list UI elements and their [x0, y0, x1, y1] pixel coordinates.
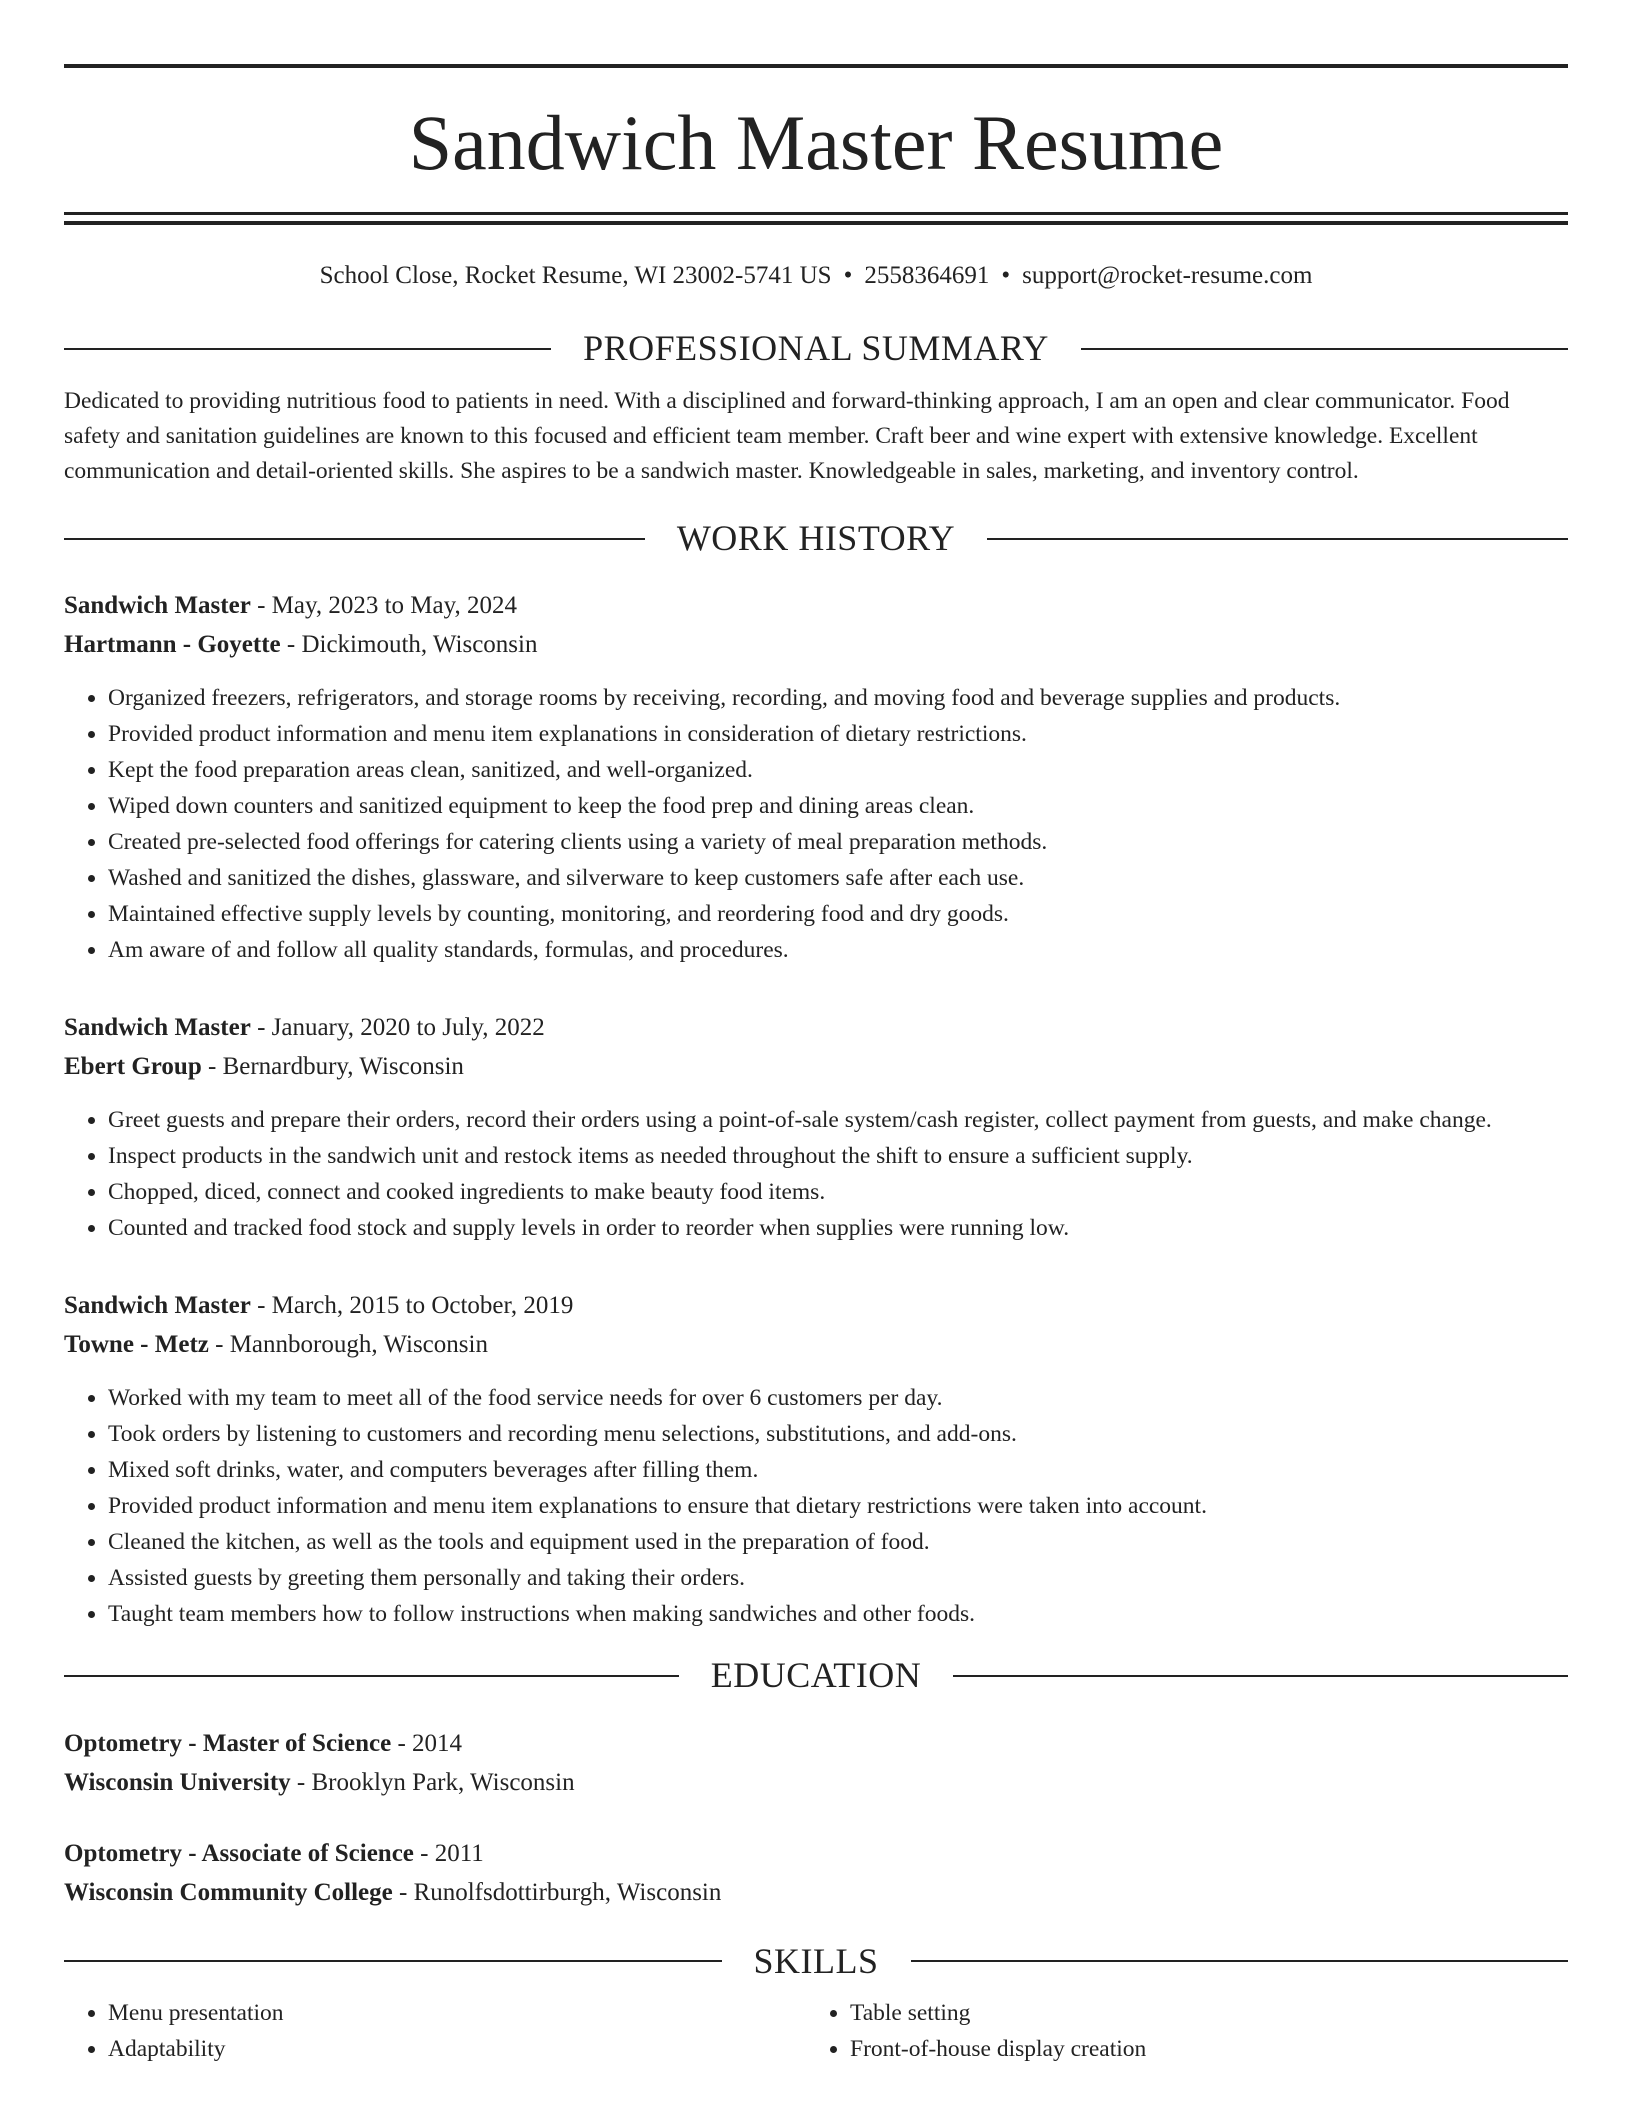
- summary-text: Dedicated to providing nutritious food to patients in need. With a disciplined and forward-thinking approach, I am an open and clear communicator. Food safety and sanitation guidelines are known to this focused and efficient team member. Craft beer and wine expert with extensive knowledge. Excellent communication and detail-oriented skills. She aspires to be a sandwich master. Knowledgeable in sales, marketing, and inventory control.: [64, 388, 1510, 485]
- section-title: EDUCATION: [710, 1655, 922, 1696]
- list-item: • Washed and sanitized the dishes, glassware, and silverware to keep customers safe after each use.: [108, 860, 1568, 896]
- list-item: • Inspect products in the sandwich unit and restock items as needed throughout the shift to ensure a sufficient supply.: [108, 1138, 1568, 1174]
- skills-list-left: [64, 1995, 806, 2067]
- contact-address: School Close, Rocket Resume, WI 23002-5741 US: [319, 262, 832, 289]
- list-item: • Table setting: [850, 1995, 1548, 2031]
- job-title-line: [64, 1286, 1568, 1325]
- job-company-line: [64, 1047, 1568, 1086]
- job-dates: January, 2020 to July, 2022: [271, 1014, 545, 1042]
- heading-rule: [911, 1960, 1569, 1962]
- dash: -: [250, 1292, 272, 1320]
- list-item: • Provided product information and menu item explanations in consideration of dietary restrictions.: [108, 716, 1568, 752]
- dash: -: [290, 1768, 312, 1796]
- job-dates: March, 2015 to October, 2019: [271, 1292, 574, 1320]
- list-item: • Provided product information and menu item explanations to ensure that dietary restrictions were taken into account.: [108, 1488, 1568, 1524]
- contact-separator: •: [1001, 262, 1011, 289]
- skills-columns: [64, 1995, 1568, 2067]
- dash: -: [250, 1014, 272, 1042]
- list-item: • Organized freezers, refrigerators, and storage rooms by receiving, recording, and moving food and beverage supplies and products.: [108, 680, 1568, 716]
- heading-rule: [64, 538, 645, 540]
- job-duties-list: [64, 1102, 1568, 1246]
- list-item: • Wiped down counters and sanitized equipment to keep the food prep and dining areas clean.: [108, 788, 1568, 824]
- title-double-rule: [64, 212, 1568, 225]
- contact-separator: •: [843, 262, 853, 289]
- list-item: • Worked with my team to meet all of the food service needs for over 6 customers per day.: [108, 1380, 1568, 1416]
- list-item: • Created pre-selected food offerings for catering clients using a variety of meal preparation methods.: [108, 824, 1568, 860]
- education-school-line: [64, 1873, 1568, 1912]
- resume-page: [64, 64, 1568, 2067]
- list-item: • Menu presentation: [108, 1995, 806, 2031]
- dash: -: [208, 1331, 230, 1359]
- job-title: Sandwich Master: [64, 1292, 251, 1320]
- job-dates: May, 2023 to May, 2024: [271, 592, 517, 620]
- heading-rule: [1081, 348, 1568, 350]
- education-degree: Optometry - Master of Science: [64, 1729, 392, 1757]
- education-degree-line: [64, 1724, 1568, 1763]
- dash: -: [391, 1729, 413, 1757]
- resume-title: Sandwich Master Resume: [408, 99, 1224, 186]
- dash: -: [250, 592, 272, 620]
- section-heading-education: [64, 1654, 1568, 1697]
- heading-rule: [64, 1960, 722, 1962]
- job-company: Towne - Metz: [64, 1331, 209, 1359]
- dash: -: [413, 1839, 435, 1867]
- job-duties-list: [64, 680, 1568, 968]
- education-school: Wisconsin University: [64, 1768, 291, 1796]
- job-title: Sandwich Master: [64, 592, 251, 620]
- dash: -: [280, 631, 302, 659]
- job-entry: [64, 1008, 1568, 1246]
- job-entry: [64, 1286, 1568, 1632]
- dash: -: [392, 1878, 414, 1906]
- education-year: 2014: [412, 1729, 463, 1757]
- heading-rule: [987, 538, 1568, 540]
- education-location: Runolfsdottirburgh, Wisconsin: [413, 1878, 722, 1906]
- list-item: • Mixed soft drinks, water, and computers beverages after filling them.: [108, 1452, 1568, 1488]
- list-item: • Greet guests and prepare their orders, record their orders using a point-of-sale system/cash register, collect payment from guests, and make change.: [108, 1102, 1568, 1138]
- section-heading-work: [64, 517, 1568, 560]
- job-company: Hartmann - Goyette: [64, 631, 281, 659]
- contact-line: [64, 261, 1568, 291]
- job-company: Ebert Group: [64, 1053, 202, 1081]
- education-entry: [64, 1724, 1568, 1802]
- job-title-line: [64, 1008, 1568, 1047]
- job-title-line: [64, 586, 1568, 625]
- list-item: • Chopped, diced, connect and cooked ingredients to make beauty food items.: [108, 1174, 1568, 1210]
- job-company-line: [64, 1325, 1568, 1364]
- job-location: Bernardbury, Wisconsin: [222, 1053, 464, 1081]
- skills-list-right: [806, 1995, 1548, 2067]
- contact-email: support@rocket-resume.com: [1022, 262, 1313, 289]
- section-title: WORK HISTORY: [676, 518, 956, 559]
- top-rule: [64, 64, 1568, 68]
- job-location: Dickimouth, Wisconsin: [301, 631, 538, 659]
- section-title: SKILLS: [753, 1940, 879, 1981]
- list-item: • Taught team members how to follow instructions when making sandwiches and other foods.: [108, 1596, 1568, 1632]
- education-degree-line: [64, 1834, 1568, 1873]
- heading-rule: [64, 1675, 679, 1677]
- job-entry: [64, 586, 1568, 968]
- education-school-line: [64, 1763, 1568, 1802]
- section-heading-skills: [64, 1940, 1568, 1983]
- section-title: PROFESSIONAL SUMMARY: [583, 328, 1049, 368]
- dash: -: [201, 1053, 223, 1081]
- list-item: • Assisted guests by greeting them personally and taking their orders.: [108, 1560, 1568, 1596]
- education-degree: Optometry - Associate of Science: [64, 1839, 414, 1867]
- list-item: • Took orders by listening to customers and recording menu selections, substitutions, and add-ons.: [108, 1416, 1568, 1452]
- list-item: • Kept the food preparation areas clean, sanitized, and well-organized.: [108, 752, 1568, 788]
- list-item: • Maintained effective supply levels by counting, monitoring, and reordering food and dry goods.: [108, 896, 1568, 932]
- list-item: • Adaptability: [108, 2031, 806, 2067]
- education-year: 2011: [434, 1839, 484, 1867]
- section-heading-summary: [64, 327, 1568, 370]
- heading-rule: [64, 348, 551, 350]
- job-duties-list: [64, 1380, 1568, 1632]
- job-company-line: [64, 625, 1568, 664]
- list-item: • Cleaned the kitchen, as well as the tools and equipment used in the preparation of food.: [108, 1524, 1568, 1560]
- list-item: • Counted and tracked food stock and supply levels in order to reorder when supplies were running low.: [108, 1210, 1568, 1246]
- education-location: Brooklyn Park, Wisconsin: [311, 1768, 575, 1796]
- job-title: Sandwich Master: [64, 1014, 251, 1042]
- contact-phone: 2558364691: [864, 262, 990, 289]
- education-entry: [64, 1834, 1568, 1912]
- education-school: Wisconsin Community College: [64, 1878, 393, 1906]
- list-item: • Am aware of and follow all quality standards, formulas, and procedures.: [108, 932, 1568, 968]
- heading-rule: [953, 1675, 1568, 1677]
- list-item: • Front-of-house display creation: [850, 2031, 1548, 2067]
- job-location: Mannborough, Wisconsin: [229, 1331, 488, 1359]
